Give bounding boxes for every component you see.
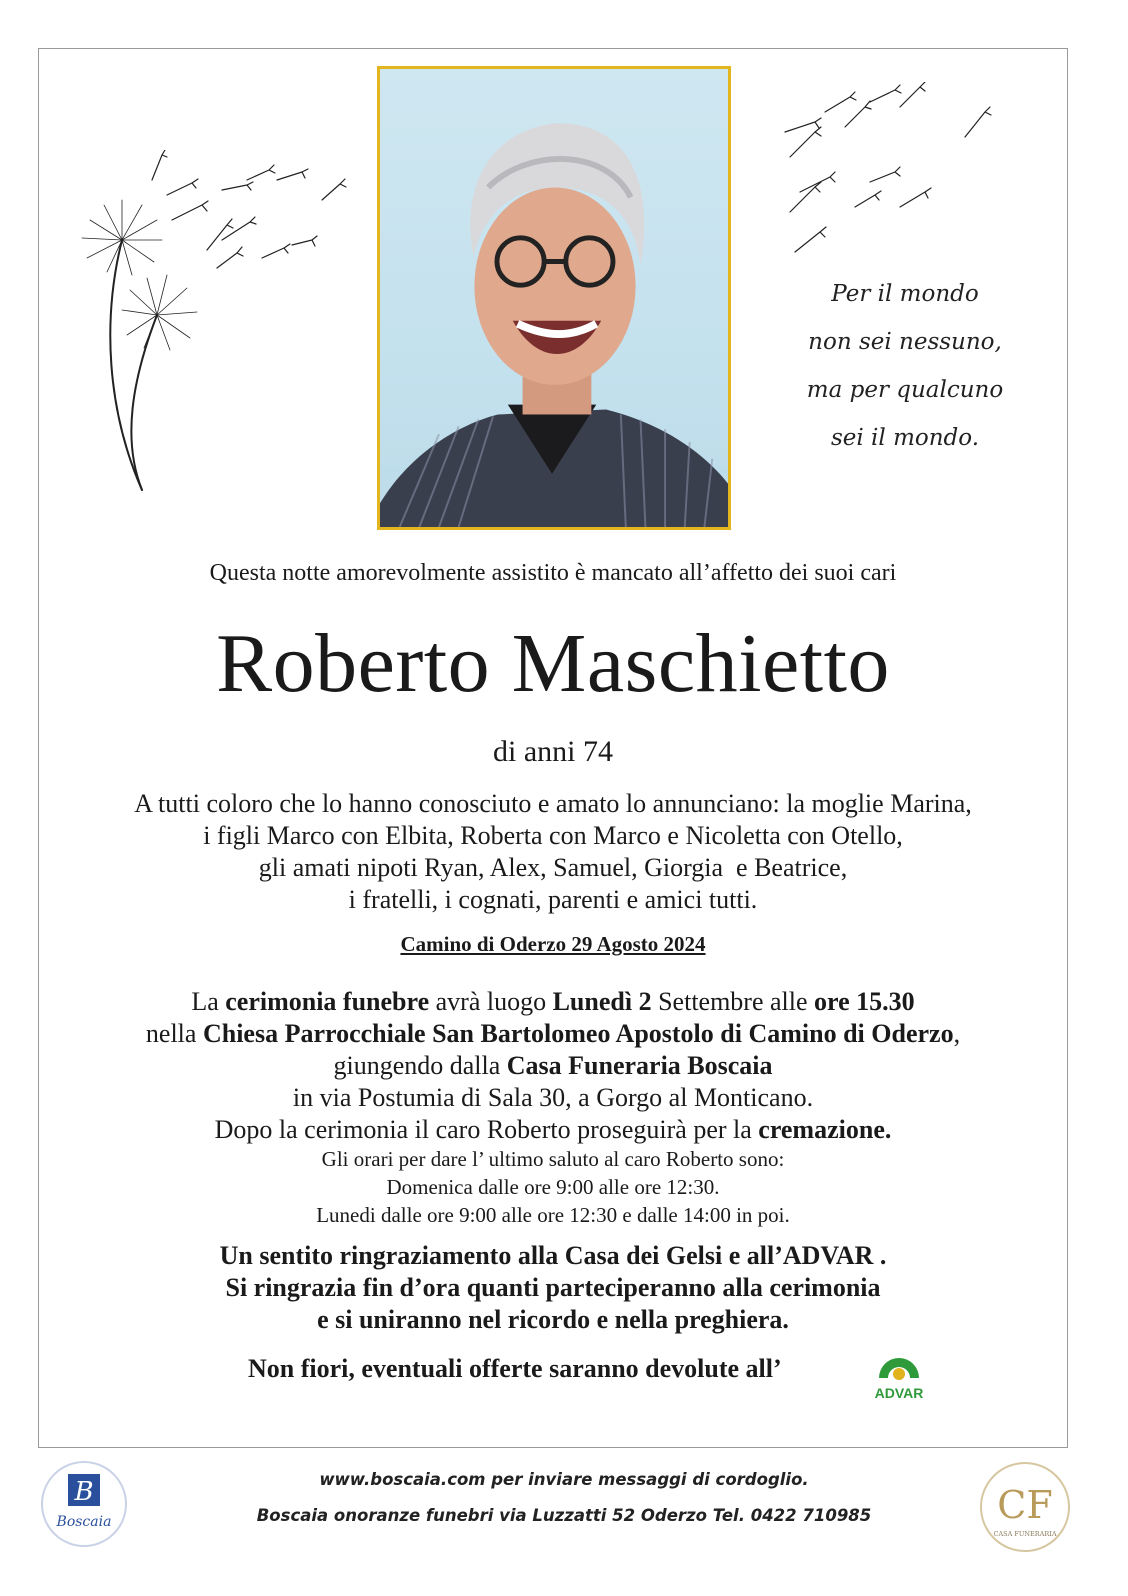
portrait-photo xyxy=(377,66,731,530)
family-line: gli amati nipoti Ryan, Alex, Samuel, Giorgia e Beatrice, xyxy=(258,853,848,882)
family-line: i fratelli, i cognati, parenti e amici tutti. xyxy=(348,885,758,914)
cf-logo-text: CASA FUNERARIA xyxy=(993,1530,1057,1538)
poem-quote xyxy=(790,270,1020,462)
thanks-line: Un sentito ringraziamento alla Casa dei Gelsi e all’ADVAR . xyxy=(219,1241,887,1270)
hours-line: Domenica dalle ore 9:00 alle ore 12:30. xyxy=(386,1175,720,1199)
ceremony-line-2: nella Chiesa Parrocchiale San Bartolomeo Apostolo di Camino di Oderzo, xyxy=(145,1019,961,1048)
deceased-age: di anni 74 xyxy=(493,735,613,768)
ceremony-details xyxy=(38,986,1068,1146)
hours-line: Lunedi dalle ore 9:00 alle ore 12:30 e dalle 14:00 in poi. xyxy=(316,1203,790,1227)
no-flowers-text: Non fiori, eventuali offerte saranno devolute all’ xyxy=(248,1354,782,1383)
family-line: A tutti coloro che lo hanno conosciuto e amato lo annunciano: la moglie Marina, xyxy=(134,789,972,818)
family-line: i figli Marco con Elbita, Roberta con Marco e Nicoletta con Otello, xyxy=(203,821,903,850)
thanks-line: Si ringrazia fin d’ora quanti parteciperanno alla cerimonia xyxy=(225,1273,881,1302)
quote-line: Per il mondo xyxy=(831,281,979,307)
quote-line: non sei nessuno, xyxy=(808,329,1002,355)
footer-address-line: Boscaia onoranze funebri via Luzzatti 52 Oderzo Tel. 0422 710985 xyxy=(256,1506,872,1525)
dandelion-decoration-left xyxy=(72,150,372,500)
cf-initials: CF xyxy=(997,1483,1053,1527)
thanks-message xyxy=(38,1240,1068,1336)
quote-line: ma per qualcuno xyxy=(806,377,1004,403)
boscaia-logo-text: Boscaia xyxy=(56,1514,112,1530)
quote-line: sei il mondo. xyxy=(830,425,980,451)
thanks-line: e si uniranno nel ricordo e nella preghiera. xyxy=(317,1305,789,1334)
ceremony-line-5: Dopo la cerimonia il caro Roberto proseguirà per la cremazione. xyxy=(214,1115,892,1144)
hours-line: Gli orari per dare l’ ultimo saluto al caro Roberto sono: xyxy=(321,1147,785,1171)
advar-logo xyxy=(866,1340,932,1400)
visiting-hours xyxy=(38,1145,1068,1229)
dandelion-seeds-right xyxy=(770,82,1010,262)
deceased-name: Roberto Maschietto xyxy=(216,617,890,710)
advar-logo-text: ADVAR xyxy=(874,1385,924,1400)
ceremony-line-4: in via Postumia di Sala 30, a Gorgo al Monticano. xyxy=(292,1083,814,1112)
intro-text: Questa notte amorevolmente assistito è mancato all’affetto dei suoi cari xyxy=(209,560,897,586)
family-announcement xyxy=(38,788,1068,916)
ceremony-line-3: giungendo dalla Casa Funeraria Boscaia xyxy=(333,1051,773,1080)
ceremony-line-1: La cerimonia funebre avrà luogo Lunedì 2 Settembre alle ore 15.30 xyxy=(191,987,915,1016)
footer-website-line: www.boscaia.com per inviare messaggi di cordoglio. xyxy=(319,1470,809,1489)
place-date: Camino di Oderzo 29 Agosto 2024 xyxy=(400,932,706,956)
boscaia-initial: B xyxy=(74,1477,94,1507)
place-date-line xyxy=(38,932,1068,957)
